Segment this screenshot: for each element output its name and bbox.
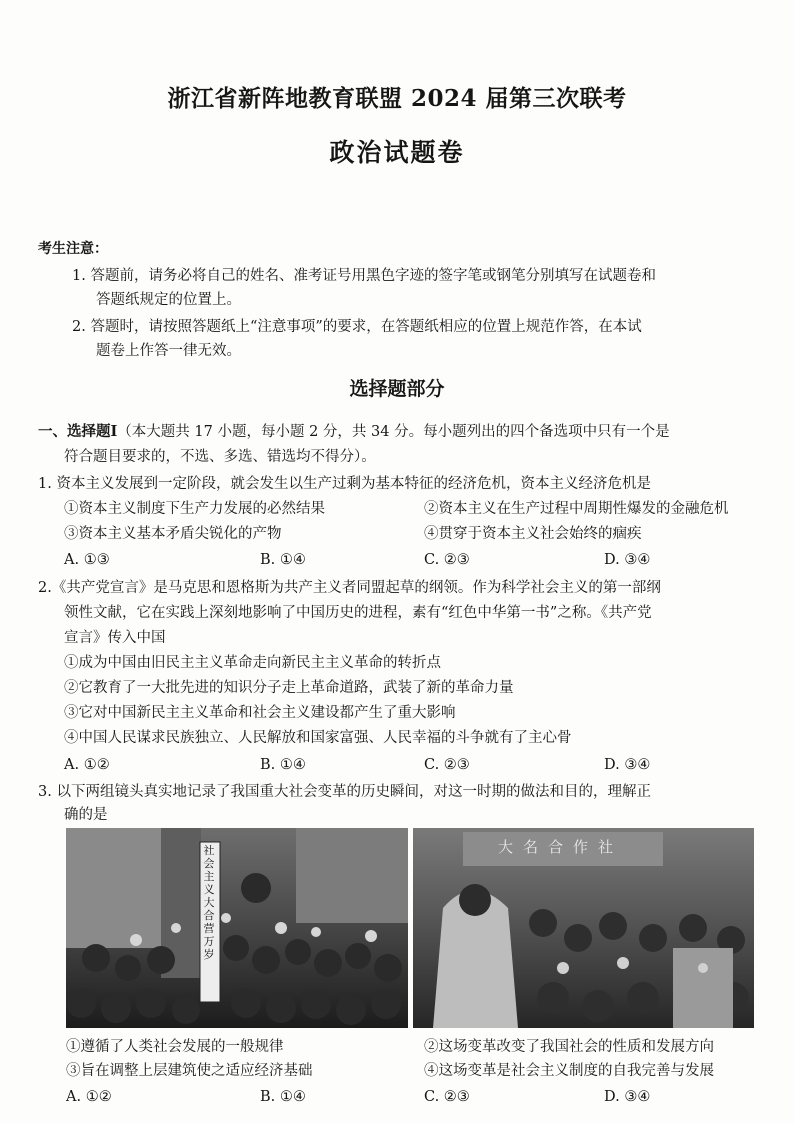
q2-option-b[interactable]: B. ①④	[260, 757, 306, 773]
q2-option-d[interactable]: D. ③④	[604, 757, 651, 773]
q1-item-2: ②资本主义在生产过程中周期性爆发的金融危机	[424, 501, 729, 517]
q1-option-a[interactable]: A. ①③	[64, 552, 110, 568]
q3-stem-line-2: 确的是	[64, 807, 108, 823]
q2-item-1: ①成为中国由旧民主主义革命走向新民主主义革命的转折点	[64, 655, 441, 671]
q3-option-c[interactable]: C. ②③	[424, 1089, 470, 1105]
part-desc-2: 符合题目要求的，不选、多选、错选均不得分）。	[64, 449, 376, 465]
notice-heading: 考生注意：	[38, 241, 108, 257]
q3-stem-line-1: 3. 以下两组镜头真实地记录了我国重大社会变革的历史瞬间，对这一时期的做法和目的，理解正	[38, 784, 651, 800]
q3-item-4: ④这场变革是社会主义制度的自我完善与发展	[424, 1063, 714, 1079]
notice-item-1-line-2: 答题纸规定的位置上。	[96, 292, 241, 308]
notice-item-2-line-2: 题卷上作答一律无效。	[96, 343, 241, 359]
q1-item-3: ③资本主义基本矛盾尖锐化的产物	[64, 526, 282, 542]
q2-stem-line-3: 宣言》传入中国	[64, 630, 166, 646]
exam-subject-title: 政治试题卷	[329, 138, 465, 167]
q1-item-4: ④贯穿于资本主义社会始终的痼疾	[424, 526, 642, 542]
q3-item-2: ②这场变革改变了我国社会的性质和发展方向	[424, 1039, 714, 1055]
crowd-photo-2	[413, 828, 754, 1028]
q1-stem: 1. 资本主义发展到一定阶段，就会发生以生产过剩为基本特征的经济危机，资本主义经济危机是	[38, 476, 651, 492]
notice-item-2-line-1: 2. 答题时，请按照答题纸上“注意事项”的要求，在答题纸相应的位置上规范作答，在本试	[72, 319, 642, 335]
q3-photo-sign-text: 大名合作社	[498, 838, 624, 856]
q2-item-2: ②它教育了一大批先进的知识分子走上革命道路，武装了新的革命力量	[64, 680, 514, 696]
section-title: 选择题部分	[349, 378, 445, 400]
q2-stem-line-2: 领性文献，它在实践上深刻地影响了中国历史的进程，素有“红色中华第一书”之称。《共产党	[64, 605, 652, 621]
q1-option-d[interactable]: D. ③④	[604, 552, 651, 568]
q3-photo-banner-text: 社会主义大合营万岁	[203, 844, 215, 961]
q1-option-b[interactable]: B. ①④	[260, 552, 306, 568]
q3-item-3: ③旨在调整上层建筑使之适应经济基础	[66, 1063, 313, 1079]
q3-photo-celebration	[66, 828, 408, 1028]
q2-option-a[interactable]: A. ①②	[64, 757, 110, 773]
q1-option-c[interactable]: C. ②③	[424, 552, 470, 568]
crowd-photo-1	[66, 828, 408, 1028]
exam-title: 浙江省新阵地教育联盟 2024 届第三次联考	[167, 85, 627, 112]
q2-item-3: ③它对中国新民主主义革命和社会主义建设都产生了重大影响	[64, 705, 456, 721]
notice-item-1-line-1: 1. 答题前，请务必将自己的姓名、准考证号用黑色字迹的签字笔或钢笔分别填写在试题卷和	[72, 268, 656, 284]
q2-options	[64, 753, 744, 777]
part-label: 一、选择题Ⅰ	[38, 423, 118, 440]
part-instructions	[38, 420, 670, 444]
q2-item-4: ④中国人民谋求民族独立、人民解放和国家富强、人民幸福的斗争就有了主心骨	[64, 730, 572, 746]
q2-stem-line-1: 2.《共产党宣言》是马克思和恩格斯为共产主义者同盟起草的纲领。作为科学社会主义的第一部纲	[38, 580, 661, 596]
part-desc-1: （本大题共 17 小题，每小题 2 分，共 34 分。每小题列出的四个备选项中只有一个是	[117, 424, 670, 440]
q2-option-c[interactable]: C. ②③	[424, 757, 470, 773]
q3-option-d[interactable]: D. ③④	[604, 1089, 651, 1105]
q1-item-1: ①资本主义制度下生产力发展的必然结果	[64, 501, 325, 517]
q3-option-a[interactable]: A. ①②	[66, 1089, 112, 1105]
q3-photo-cooperative	[413, 828, 754, 1028]
q3-options	[66, 1085, 746, 1109]
q3-option-b[interactable]: B. ①④	[260, 1089, 306, 1105]
q1-options	[64, 548, 744, 572]
q3-item-1: ①遵循了人类社会发展的一般规律	[66, 1039, 284, 1055]
